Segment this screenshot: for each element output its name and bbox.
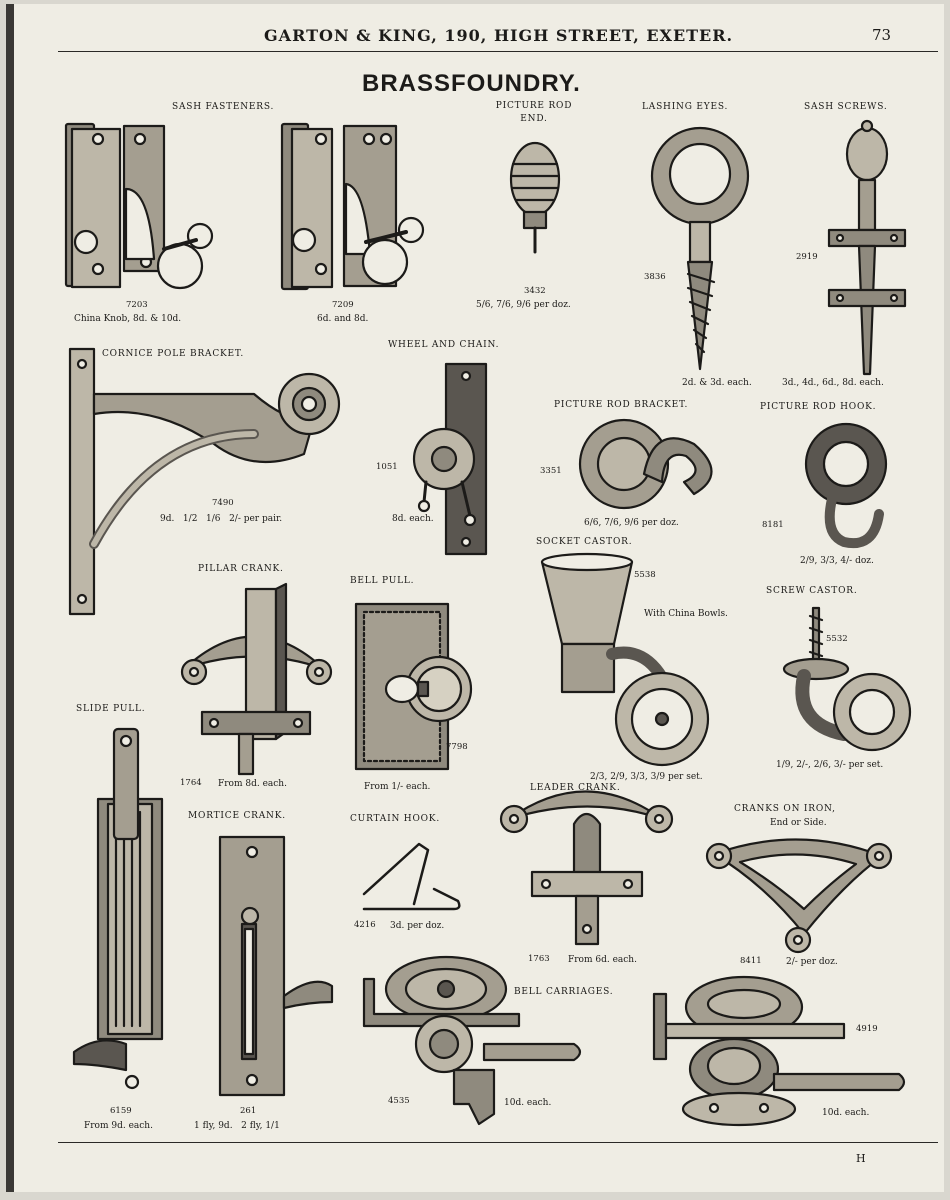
picture-rod-end-number: 3432: [524, 286, 546, 296]
curtain-hook-number: 4216: [354, 920, 376, 930]
slide-pull-price: From 9d. each.: [84, 1121, 153, 1131]
bell-carriages-caption: BELL CARRIAGES.: [514, 987, 614, 997]
mortice-crank-number: 261: [240, 1106, 257, 1116]
picture-rod-bracket-price: 6/6, 7/6, 9/6 per doz.: [584, 518, 679, 528]
socket-castor-caption: SOCKET CASTOR.: [536, 537, 633, 547]
picture-rod-hook-image: [806, 424, 886, 543]
cornice-pole-bracket-number: 7490: [212, 498, 234, 508]
screw-castor-image: [784, 608, 910, 750]
leader-crank-caption: LEADER CRANK.: [530, 783, 621, 793]
screw-castor-price: 1/9, 2/-, 2/6, 3/- per set.: [776, 760, 884, 770]
picture-rod-bracket-caption: PICTURE ROD BRACKET.: [554, 400, 689, 410]
pillar-crank-number: 1764: [180, 778, 202, 788]
sash-fasteners-caption: SASH FASTENERS.: [172, 102, 275, 112]
screw-castor-number: 5532: [826, 634, 848, 644]
signature-mark: H: [856, 1152, 866, 1165]
socket-castor-price: 2/3, 2/9, 3/3, 3/9 per set.: [590, 772, 703, 782]
slide-pull-number: 6159: [110, 1106, 132, 1116]
sash-screws-number: 2919: [796, 252, 818, 262]
sash-fastener-image-1: [66, 124, 212, 288]
bell-pull-number: 7798: [446, 742, 468, 752]
sash-screws-caption: SASH SCREWS.: [804, 102, 888, 112]
pillar-crank-caption: PILLAR CRANK.: [198, 564, 284, 574]
lashing-eyes-caption: LASHING EYES.: [642, 102, 729, 112]
wheel-and-chain-caption: WHEEL AND CHAIN.: [388, 340, 500, 350]
mortice-crank-price: 1 fly, 9d. 2 fly, 1/1: [194, 1121, 280, 1131]
picture-rod-hook-price: 2/9, 3/3, 4/- doz.: [800, 556, 874, 566]
curtain-hook-price: 3d. per doz.: [390, 921, 445, 931]
socket-castor-number: 5538: [634, 570, 656, 580]
lashing-eyes-number: 3836: [644, 272, 666, 282]
socket-castor-image: [542, 554, 708, 765]
sash-fastener-image-2: [282, 124, 423, 289]
picture-rod-hook-caption: PICTURE ROD HOOK.: [760, 402, 877, 412]
wheel-and-chain-image: [414, 364, 486, 554]
bell-pull-price: From 1/- each.: [364, 782, 431, 792]
curtain-hook-image: [364, 844, 459, 909]
mortice-crank-image: [220, 837, 332, 1095]
cranks-on-iron-price: 2/- per doz.: [786, 957, 838, 967]
picture-rod-end-caption: PICTURE ROD END.: [495, 101, 573, 124]
section-title: BRASSFOUNDRY.: [362, 70, 581, 97]
mortice-crank-caption: MORTICE CRANK.: [188, 811, 286, 821]
lashing-eye-image: [652, 128, 748, 369]
cornice-pole-bracket-price: 9d. 1/2 1/6 2/- per pair.: [160, 514, 283, 524]
cranks-on-iron-number: 8411: [740, 956, 762, 966]
slide-pull-image: [74, 729, 162, 1088]
bell-carriage-image-2: [654, 977, 904, 1125]
pillar-crank-image: [182, 584, 331, 774]
sash-fastener-price-1: China Knob, 8d. & 10d.: [74, 314, 182, 324]
leader-crank-number: 1763: [528, 954, 550, 964]
page-number: 73: [872, 26, 892, 44]
engravings: [14, 4, 950, 1192]
sash-screw-image: [829, 121, 905, 374]
cornice-pole-bracket-image: [70, 349, 339, 614]
picture-rod-bracket-number: 3351: [540, 466, 562, 476]
bell-carriage-number-1: 4535: [388, 1096, 410, 1106]
picture-rod-end-price: 5/6, 7/6, 9/6 per doz.: [476, 300, 571, 310]
sash-fastener-number-2: 7209: [332, 300, 354, 310]
screw-castor-caption: SCREW CASTOR.: [766, 586, 858, 596]
curtain-hook-caption: CURTAIN HOOK.: [350, 814, 440, 824]
catalogue-page: [6, 4, 944, 1192]
sash-screws-price: 3d., 4d., 6d., 8d. each.: [782, 378, 884, 388]
picture-rod-bracket-image: [580, 420, 712, 508]
cranks-on-iron-image: [707, 839, 891, 952]
picture-rod-end-image: [511, 143, 559, 252]
sash-fastener-price-2: 6d. and 8d.: [317, 314, 369, 324]
slide-pull-caption: SLIDE PULL.: [76, 704, 146, 714]
leader-crank-image: [501, 792, 672, 945]
sash-fastener-number-1: 7203: [126, 300, 148, 310]
leader-crank-price: From 6d. each.: [568, 955, 637, 965]
bell-carriage-price-2: 10d. each.: [822, 1108, 870, 1118]
wheel-and-chain-price: 8d. each.: [392, 514, 434, 524]
bell-carriage-number-2: 4919: [856, 1024, 878, 1034]
cornice-pole-bracket-caption: CORNICE POLE BRACKET.: [102, 349, 245, 359]
pillar-crank-price: From 8d. each.: [218, 779, 287, 789]
lashing-eyes-price: 2d. & 3d. each.: [682, 378, 752, 388]
picture-rod-hook-number: 8181: [762, 520, 784, 530]
bell-pull-caption: BELL PULL.: [350, 576, 415, 586]
page-header: GARTON & KING, 190, HIGH STREET, EXETER.: [264, 26, 734, 45]
wheel-and-chain-number: 1051: [376, 462, 398, 472]
socket-castor-note: With China Bowls.: [644, 609, 728, 619]
footer-rule: [58, 1142, 938, 1143]
bell-carriage-price-1: 10d. each.: [504, 1098, 552, 1108]
cranks-on-iron-caption: CRANKS ON IRON,: [734, 804, 836, 814]
cranks-on-iron-subcaption: End or Side.: [770, 818, 827, 828]
